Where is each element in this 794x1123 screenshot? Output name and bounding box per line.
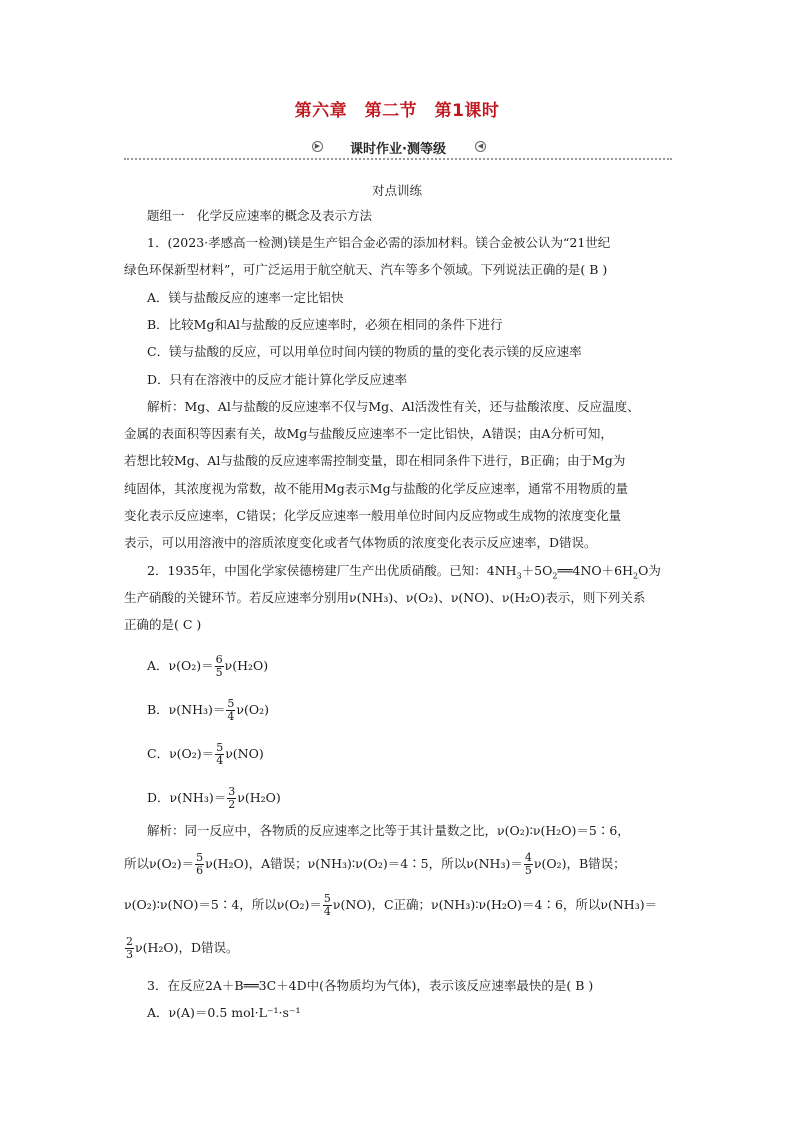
q2-option-d: D．ν(NH₃)＝ $\frac{3}{2}$ ν(H₂O) [147, 785, 281, 811]
fraction: $\frac{5}{4}$ [227, 697, 235, 723]
q3-option-a: A．ν(A)＝0.5 mol·L⁻¹·s⁻¹ [147, 1005, 301, 1020]
q2-option-b: B．ν(NH₃)＝ $\frac{5}{4}$ ν(O₂) [147, 697, 270, 723]
fraction: $\frac{2}{3}$ [126, 935, 133, 961]
q2-option-c: C．ν(O₂)＝ $\frac{5}{4}$ ν(NO) [147, 741, 264, 767]
page-title: 第六章 第二节 第1课时 [294, 101, 500, 121]
group-heading: 题组一 化学反应速率的概念及表示方法 [147, 208, 373, 223]
fraction: $\frac{4}{5}$ [524, 851, 532, 877]
fraction: $\frac{5}{6}$ [196, 851, 204, 877]
q1-analysis-line4: 纯固体，其浓度视为常数，故不能用Mg表示Mg与盐酸的化学反应速率，通常不用物质的量 [124, 481, 629, 496]
q2-analysis-line2: 所以ν(O₂)＝ $\frac{5}{6}$ ν(H₂O)，A错误；ν(NH₃)∶ν(O₂)＝4∶5，所以ν(NH₃)＝ $\frac{4}{5}$ ν(O₂)，B错误； [124, 851, 626, 877]
section-heading: 对点训练 [371, 183, 422, 198]
q2-analysis-line1: 解析：同一反应中，各物质的反应速率之比等于其计量数之比，ν(O₂)∶ν(H₂O)＝5∶6， [147, 823, 630, 838]
q1-analysis-line6: 表示，可以用溶液中的溶质浓度变化或者气体物质的浓度变化表示反应速率，D错误。 [124, 535, 597, 550]
banner-label: 课时作业·测等级 [350, 142, 446, 157]
q1-analysis-line5: 变化表示反应速率，C错误；化学反应速率一般用单位时间内反应物或生成物的浓度变化量 [124, 508, 622, 523]
q1-option-d: D．只有在溶液中的反应才能计算化学反应速率 [147, 372, 408, 387]
q1-option-c: C．镁与盐酸的反应，可以用单位时间内镁的物质的量的变化表示镁的反应速率 [147, 344, 582, 359]
fraction: $\frac{5}{4}$ [216, 741, 224, 767]
q1-analysis-line2: 金属的表面积等因素有关，故Mg与盐酸反应速率不一定比铝快，A错误；由A分析可知， [124, 426, 613, 441]
dotted-divider [124, 158, 672, 160]
section-banner [124, 137, 672, 159]
q2-stem-line2: 生产硝酸的关键环节。若反应速率分别用ν(NH₃)、ν(O₂)、ν(NO)、ν(H₂O)表示，则下列关系 [124, 590, 646, 605]
q1-analysis-line1: 解析：Mg、Al与盐酸的反应速率不仅与Mg、Al活泼性有关，还与盐酸浓度、反应温度、 [147, 399, 640, 414]
fraction: $\frac{3}{2}$ [228, 785, 236, 811]
fraction: $\frac{6}{5}$ [215, 653, 223, 679]
q2-analysis-line3: ν(O₂)∶ν(NO)＝5∶4，所以ν(O₂)＝ $\frac{5}{4}$ ν(NO)，C正确；ν(NH₃)∶ν(H₂O)＝4∶6，所以ν(NH₃)＝ [124, 892, 658, 918]
q1-analysis-line3: 若想比较Mg、Al与盐酸的反应速率需控制变量，即在相同条件下进行，B正确；由于Mg为 [124, 453, 626, 468]
q1-stem-line1: 1．(2023·孝感高一检测)镁是生产铝合金必需的添加材料。镁合金被公认为“21世纪 [147, 235, 611, 250]
q2-analysis-line4: $\frac{2}{3}$ ν(H₂O)，D错误。 [126, 935, 239, 961]
q1-option-b: B．比较Mg和Al与盐酸的反应速率时，必须在相同的条件下进行 [147, 317, 503, 332]
play-icon: ▶ [312, 141, 323, 152]
q2-stem-line3: 正确的是( C ) [124, 617, 202, 632]
q1-option-a: A．镁与盐酸反应的速率一定比铝快 [147, 290, 344, 305]
fraction: $\frac{5}{4}$ [323, 892, 331, 918]
q2-stem-line1: 2．1935年，中国化学家侯德榜建厂生产出优质硝酸。已知：$4NH_3+5O_2══4NO+6H_2O$为 [147, 563, 661, 581]
q2-option-a: A．ν(O₂)＝ $\frac{6}{5}$ ν(H₂O) [147, 653, 269, 679]
q1-stem-line2: 绿色环保新型材料”，可广泛运用于航空航天、汽车等多个领域。下列说法正确的是( B ) [124, 262, 608, 277]
rewind-icon: ◀ [475, 141, 486, 152]
q3-stem: 3．在反应2A＋B══3C＋4D中(各物质均为气体)，表示该反应速率最快的是( B ) [147, 978, 594, 993]
